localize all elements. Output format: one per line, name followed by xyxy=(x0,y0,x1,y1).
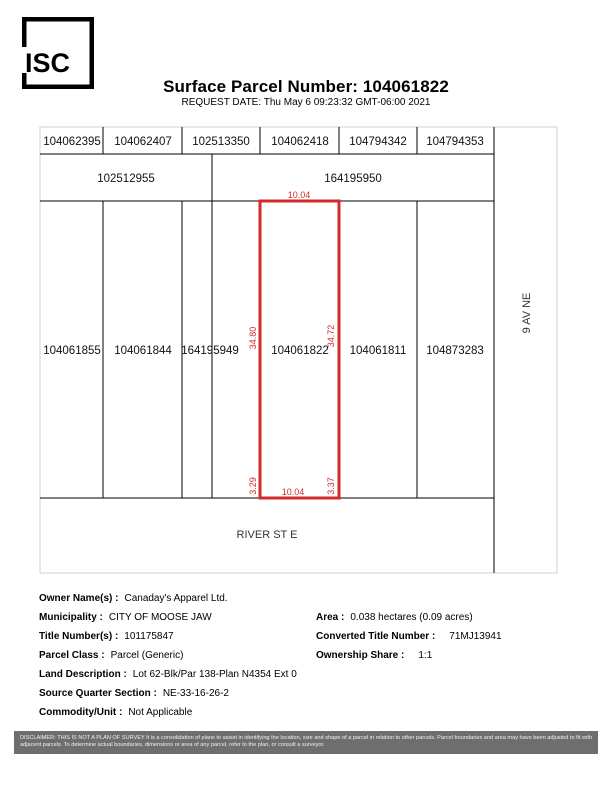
source-quarter-row xyxy=(39,688,229,699)
parcel-class-row xyxy=(39,650,183,661)
source-quarter-label: Source Quarter Section : xyxy=(39,688,157,699)
parcel-class-label: Parcel Class : xyxy=(39,650,105,661)
title-number-value: 101175847 xyxy=(124,631,174,642)
dimension-left: 34.80 xyxy=(248,326,258,350)
ownership-share-label: Ownership Share : xyxy=(316,650,405,661)
land-description-row xyxy=(39,669,297,680)
land-description-value: Lot 62-Blk/Par 138-Plan N4354 Ext 0 xyxy=(132,669,297,680)
parcel-label: 104794353 xyxy=(426,136,484,148)
converted-title-label: Converted Title Number : xyxy=(316,631,436,642)
converted-title-value: 71MJ13941 xyxy=(449,631,502,642)
parcel-label: 164195950 xyxy=(324,173,382,185)
dimension-top: 10.04 xyxy=(287,190,311,200)
parcel-label: 104062395 xyxy=(43,136,101,148)
commodity-label: Commodity/Unit : xyxy=(39,707,123,718)
dimension-bottom: 10.04 xyxy=(281,487,305,497)
request-date: REQUEST DATE: Thu May 6 09:23:32 GMT-06:00 2021 xyxy=(181,97,431,108)
parcel-class-value: Parcel (Generic) xyxy=(110,650,184,661)
area-label: Area : xyxy=(316,612,345,623)
owner-value: Canaday's Apparel Ltd. xyxy=(124,593,228,604)
dimension-right: 34.72 xyxy=(326,324,336,348)
owner-row xyxy=(39,593,228,604)
commodity-value: Not Applicable xyxy=(128,707,193,718)
parcel-label: 164195949 xyxy=(181,345,239,357)
owner-label: Owner Name(s) : xyxy=(39,593,119,604)
commodity-row xyxy=(39,707,192,718)
municipality-value: CITY OF MOOSE JAW xyxy=(108,612,212,623)
parcel-label: 102512955 xyxy=(97,173,155,185)
parcel-label: 104061844 xyxy=(114,345,172,357)
area-row xyxy=(316,612,473,623)
dimension-bottom-right: 3.37 xyxy=(326,477,336,495)
parcel-label: 104794342 xyxy=(349,136,407,148)
parcel-label: 104062418 xyxy=(271,136,329,148)
dimension-bottom-left: 3.29 xyxy=(248,477,258,495)
title-number-label: Title Number(s) : xyxy=(39,631,119,642)
page-title: Surface Parcel Number: 104061822 xyxy=(163,77,449,96)
source-quarter-value: NE-33-16-26-2 xyxy=(162,688,229,699)
parcel-label: 104061811 xyxy=(349,345,407,357)
isc-logo-text: ISC xyxy=(25,48,71,78)
parcel-label: 104061855 xyxy=(43,345,101,357)
road-label-avenue: 9 AV NE xyxy=(521,292,533,334)
disclaimer: DISCLAIMER: THIS IS NOT A PLAN OF SURVEY It is a consolidation of plans to assist in identifying the location, size and shape of a parcel in relation to other parcels. Parcel boundaries and area may have been adjusted to fit with adjacent parcels. To determine actual boundaries, dimensions or area of any parcel, refer to the plan, or consult a surveyor. xyxy=(14,731,598,754)
parcel-label: 102513350 xyxy=(192,136,250,148)
title-number-row xyxy=(39,631,174,642)
land-description-label: Land Description : xyxy=(39,669,127,680)
selected-parcel-label: 104061822 xyxy=(271,345,329,357)
road-label-river: RIVER ST E xyxy=(236,529,298,541)
area-value: 0.038 hectares (0.09 acres) xyxy=(350,612,473,623)
parcel-label: 104873283 xyxy=(426,345,484,357)
parcel-label: 104062407 xyxy=(114,136,172,148)
ownership-share-row xyxy=(316,650,432,661)
ownership-share-value: 1:1 xyxy=(418,650,433,661)
municipality-row xyxy=(39,612,212,623)
municipality-label: Municipality : xyxy=(39,612,103,623)
converted-title-row xyxy=(316,631,502,642)
